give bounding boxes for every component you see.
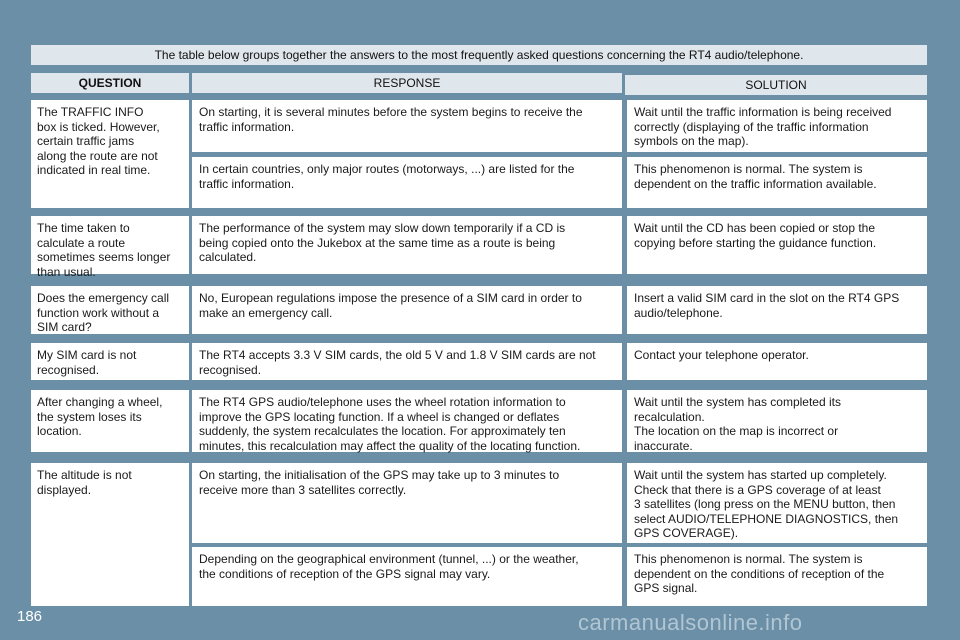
table-intro: The table below groups together the answers to the most frequently asked questions concerning the RT4 audio/telephone. (31, 45, 927, 65)
response-cell: In certain countries, only major routes (motorways, ...) are listed for the traffic information. (192, 157, 622, 208)
solution-cell: Insert a valid SIM card in the slot on the RT4 GPS audio/telephone. (627, 286, 927, 334)
solution-cell: Wait until the traffic information is being received correctly (displaying of the traffic information symbols on the map). (627, 100, 927, 152)
question-cell: The TRAFFIC INFO box is ticked. However, certain traffic jams along the route are not indicated in real time. (31, 100, 189, 208)
solution-cell: This phenomenon is normal. The system is dependent on the conditions of reception of the GPS signal. (627, 547, 927, 606)
response-cell: The RT4 GPS audio/telephone uses the wheel rotation information to improve the GPS locating function. If a wheel is changed or deflates suddenly, the system recalculates the location. For approximately ten minutes, this recalculation may affect the quality of the locating function. (192, 390, 622, 452)
response-cell: On starting, it is several minutes before the system begins to receive the traffic information. (192, 100, 622, 152)
question-cell: The altitude is not displayed. (31, 463, 189, 606)
solution-cell: Wait until the CD has been copied or stop the copying before starting the guidance function. (627, 216, 927, 274)
watermark: carmanualsonline.info (578, 610, 803, 635)
page-number: 186 (17, 608, 43, 625)
header-question: QUESTION (31, 73, 189, 93)
solution-cell: Wait until the system has started up completely. Check that there is a GPS coverage of at least 3 satellites (long press on the MENU button, then select AUDIO/TELEPHONE DIAGNOSTICS, then GPS COVERAGE). (627, 463, 927, 543)
question-cell: The time taken to calculate a route sometimes seems longer than usual. (31, 216, 189, 274)
response-cell: No, European regulations impose the presence of a SIM card in order to make an emergency call. (192, 286, 622, 334)
question-cell: My SIM card is not recognised. (31, 343, 189, 380)
solution-cell: Wait until the system has completed its recalculation. The location on the map is incorrect or inaccurate. (627, 390, 927, 452)
response-cell: Depending on the geographical environment (tunnel, ...) or the weather, the conditions of reception of the GPS signal may vary. (192, 547, 622, 606)
response-cell: On starting, the initialisation of the GPS may take up to 3 minutes to receive more than 3 satellites correctly. (192, 463, 622, 543)
question-cell: After changing a wheel, the system loses its location. (31, 390, 189, 452)
response-cell: The performance of the system may slow down temporarily if a CD is being copied onto the Jukebox at the same time as a route is being calculated. (192, 216, 622, 274)
header-solution: SOLUTION (625, 75, 927, 95)
solution-cell: This phenomenon is normal. The system is dependent on the traffic information available. (627, 157, 927, 208)
solution-cell: Contact your telephone operator. (627, 343, 927, 380)
question-cell: Does the emergency call function work without a SIM card? (31, 286, 189, 334)
response-cell: The RT4 accepts 3.3 V SIM cards, the old 5 V and 1.8 V SIM cards are not recognised. (192, 343, 622, 380)
header-response: RESPONSE (192, 73, 622, 93)
